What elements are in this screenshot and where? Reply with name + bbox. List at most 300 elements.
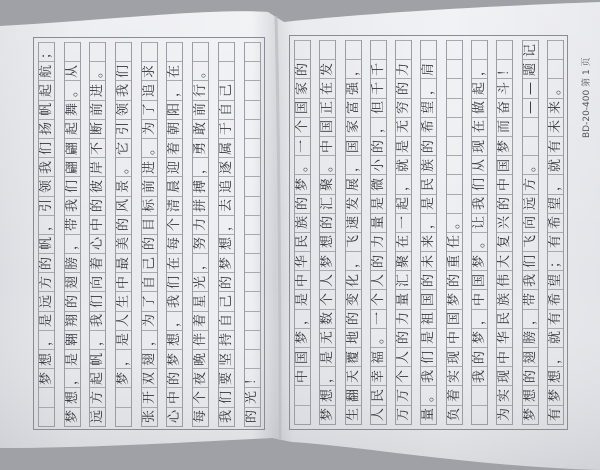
handwritten-char: ， — [345, 254, 361, 268]
handwritten-char: ， — [39, 218, 54, 232]
grid-cell — [523, 270, 538, 289]
grid-cell — [245, 176, 260, 195]
grid-cell — [497, 309, 512, 328]
grid-cell — [39, 80, 54, 99]
grid-cell — [167, 311, 182, 330]
handwritten-char: 梦 — [116, 371, 132, 385]
grid-cell — [421, 385, 436, 404]
handwritten-char: 力 — [370, 235, 386, 249]
handwritten-char: 中 — [295, 369, 310, 383]
handwritten-char: 题 — [522, 62, 538, 76]
handwritten-char: 翱 — [64, 333, 80, 347]
handwritten-char: 万 — [396, 408, 412, 422]
handwritten-char: 做 — [472, 101, 488, 115]
grid-cell — [371, 289, 386, 308]
handwritten-char: 。 — [116, 160, 132, 174]
grid-cell — [396, 174, 411, 193]
handwritten-char: 国 — [497, 158, 513, 172]
handwritten-char: 远 — [522, 197, 538, 211]
handwritten-char: ， — [90, 333, 106, 347]
grid-cell — [219, 253, 234, 272]
handwritten-char: 了 — [141, 103, 157, 117]
grid-cell — [142, 407, 157, 426]
grid-cell — [245, 138, 260, 157]
handwritten-char: ； — [39, 45, 54, 59]
grid-cell — [346, 40, 361, 59]
grid-cell — [193, 311, 208, 330]
handwritten-char: 为 — [141, 122, 157, 136]
grid-cell — [371, 174, 386, 193]
grid-cell — [295, 213, 310, 232]
handwritten-char: 每 — [167, 237, 183, 251]
grid-cell — [219, 349, 234, 368]
handwritten-char: 民 — [370, 388, 386, 402]
handwritten-char: 人 — [396, 350, 412, 364]
handwritten-char: 复 — [497, 235, 513, 249]
grid-cell — [193, 234, 208, 253]
handwritten-char: 福 — [370, 350, 386, 364]
text-line — [446, 40, 463, 425]
grid-cell — [396, 40, 411, 59]
handwritten-char: ， — [472, 312, 488, 326]
grid-cell — [320, 328, 335, 347]
grid-cell — [421, 289, 436, 308]
handwritten-char: 向 — [522, 216, 538, 230]
handwritten-char: 量 — [370, 216, 386, 230]
handwritten-char: 个 — [370, 293, 386, 307]
grid-cell — [39, 387, 54, 406]
handwritten-char: 己 — [218, 295, 234, 309]
handwritten-char: 们 — [90, 295, 106, 309]
grid-cell — [497, 405, 512, 424]
handwritten-char: 想 — [64, 390, 80, 404]
grid-cell — [116, 272, 131, 291]
handwritten-char: 在 — [167, 64, 183, 78]
grid-cell — [245, 61, 260, 80]
grid-cell — [245, 330, 260, 349]
handwritten-char: 远 — [39, 295, 54, 309]
grid-cell — [371, 40, 386, 59]
handwritten-char: 伟 — [497, 273, 513, 287]
grid-cell — [371, 78, 386, 97]
handwritten-char: 强 — [345, 81, 361, 95]
grid-cell — [219, 196, 234, 215]
grid-cell — [39, 138, 54, 157]
grid-cell — [167, 176, 182, 195]
grid-cell — [167, 253, 182, 272]
handwritten-char: 大 — [497, 254, 513, 268]
handwritten-char: 翻 — [345, 388, 361, 402]
handwritten-char: 人 — [320, 273, 336, 287]
grid-cell — [39, 272, 54, 291]
grid-cell — [167, 61, 182, 80]
grid-cell — [90, 291, 105, 310]
grid-cell — [90, 157, 105, 176]
grid-cell — [447, 309, 462, 328]
handwritten-char: ， — [472, 62, 488, 76]
grid-cell — [219, 291, 234, 310]
grid-cell — [167, 387, 182, 406]
grid-cell — [371, 251, 386, 270]
sheet-footer: BD-20-400 第 1 页 — [582, 57, 592, 138]
handwritten-char: 个 — [167, 218, 183, 232]
grid-cell — [90, 407, 105, 426]
handwritten-char: 的 — [320, 216, 336, 230]
grid-cell — [320, 232, 335, 251]
grid-cell — [65, 176, 80, 195]
handwritten-char: 翅 — [522, 350, 538, 364]
handwritten-char: 的 — [446, 273, 462, 287]
handwritten-char: ， — [421, 81, 437, 95]
handwritten-char: 现 — [446, 350, 462, 364]
handwritten-char: 中 — [320, 139, 336, 153]
grid-cell — [142, 80, 157, 99]
grid-cell — [90, 80, 105, 99]
handwritten-char: 带 — [522, 293, 538, 307]
grid-cell — [65, 119, 80, 138]
grid-cell — [421, 155, 436, 174]
handwritten-char: 是 — [39, 314, 54, 328]
handwritten-char: ， — [167, 83, 183, 97]
handwritten-char: 起 — [472, 81, 488, 95]
handwritten-char: 实 — [497, 388, 513, 402]
handwritten-char: 斗 — [497, 81, 513, 95]
handwritten-char: 扬 — [39, 122, 54, 136]
grid-cell — [142, 368, 157, 387]
handwritten-char: 。 — [522, 158, 538, 172]
grid-cell — [447, 98, 462, 117]
grid-cell — [472, 405, 487, 424]
grid-cell — [193, 387, 208, 406]
text-line — [547, 40, 564, 425]
handwritten-char: 我 — [472, 197, 488, 211]
handwritten-char: 民 — [295, 235, 310, 249]
handwritten-char: 无 — [320, 331, 336, 345]
text-line — [192, 42, 209, 427]
grid-cell — [245, 215, 260, 234]
handwritten-char: 华 — [497, 331, 513, 345]
grid-cell — [167, 119, 182, 138]
handwritten-char: 化 — [345, 273, 361, 287]
grid-cell — [346, 213, 361, 232]
grid-cell — [396, 328, 411, 347]
grid-cell — [320, 59, 335, 78]
grid-cell — [167, 234, 182, 253]
grid-cell — [447, 155, 462, 174]
handwritten-char: 我 — [472, 369, 488, 383]
grid-cell — [523, 136, 538, 155]
grid-cell — [320, 405, 335, 424]
handwritten-char: 的 — [295, 62, 310, 76]
handwritten-char: 风 — [116, 199, 132, 213]
grid-cell — [193, 196, 208, 215]
handwritten-char: 数 — [320, 312, 336, 326]
grid-cell — [90, 100, 105, 119]
handwritten-char: 朝 — [167, 122, 183, 136]
handwritten-char: 人 — [370, 408, 386, 422]
grid-cell — [472, 347, 487, 366]
grid-cell — [90, 138, 105, 157]
grid-cell — [396, 405, 411, 424]
grid-cell — [548, 78, 563, 97]
handwritten-char: 起 — [39, 83, 54, 97]
handwritten-char: ！ — [244, 371, 260, 385]
handwritten-char: 去 — [218, 199, 234, 213]
grid-cell — [523, 194, 538, 213]
grid-cell — [320, 270, 335, 289]
handwritten-char: 个 — [396, 369, 412, 383]
handwritten-char: 华 — [295, 254, 310, 268]
grid-cell — [295, 251, 310, 270]
grid-cell — [142, 234, 157, 253]
grid-cell — [396, 59, 411, 78]
grid-cell — [396, 270, 411, 289]
grid-cell — [371, 270, 386, 289]
handwritten-char: 拼 — [193, 199, 209, 213]
grid-cell — [116, 253, 131, 272]
grid-cell — [65, 80, 80, 99]
handwritten-char: 航 — [39, 64, 54, 78]
grid-cell — [65, 100, 80, 119]
handwritten-char: 展 — [345, 177, 361, 191]
grid-cell — [346, 98, 361, 117]
handwritten-char: 梦 — [522, 408, 538, 422]
grid-cell — [295, 328, 310, 347]
handwritten-char: 着 — [90, 256, 106, 270]
handwritten-char: 翅 — [141, 352, 157, 366]
grid-cell — [320, 155, 335, 174]
grid-cell — [548, 174, 563, 193]
handwritten-char: 星 — [193, 295, 209, 309]
handwritten-char: 翩 — [64, 160, 80, 174]
grid-cell — [548, 385, 563, 404]
grid-cell — [245, 80, 260, 99]
handwritten-char: 祖 — [421, 312, 437, 326]
grid-cell — [167, 330, 182, 349]
handwritten-char: 断 — [90, 122, 106, 136]
grid-cell — [320, 347, 335, 366]
grid-cell — [472, 232, 487, 251]
handwritten-char: 行 — [193, 83, 209, 97]
grid-cell — [320, 98, 335, 117]
handwritten-char: 国 — [472, 273, 488, 287]
grid-cell — [142, 100, 157, 119]
grid-cell — [193, 176, 208, 195]
grid-cell — [523, 98, 538, 117]
grid-cell — [548, 289, 563, 308]
handwritten-char: 美 — [116, 237, 132, 251]
handwritten-char: 努 — [193, 237, 209, 251]
grid-cell — [523, 309, 538, 328]
handwritten-char: 搏 — [193, 179, 209, 193]
handwritten-char: 量 — [421, 408, 437, 422]
handwritten-char: 梦 — [320, 254, 336, 268]
grid-cell — [320, 289, 335, 308]
handwritten-char: 方 — [39, 275, 54, 289]
handwritten-char: 有 — [547, 312, 563, 326]
grid-cell — [193, 100, 208, 119]
grid-cell — [396, 251, 411, 270]
grid-cell — [472, 98, 487, 117]
grid-cell — [497, 136, 512, 155]
handwritten-char: 天 — [345, 369, 361, 383]
grid-cell — [90, 176, 105, 195]
handwritten-char: 。 — [141, 141, 157, 155]
grid-cell — [116, 42, 131, 61]
handwritten-char: 是 — [116, 333, 132, 347]
grid-cell — [245, 311, 260, 330]
handwritten-char: 希 — [421, 120, 437, 134]
grid-cell — [167, 349, 182, 368]
grid-cell — [295, 347, 310, 366]
handwritten-char: 中 — [446, 331, 462, 345]
handwritten-char: 想 — [39, 352, 54, 366]
handwritten-char: 的 — [295, 197, 310, 211]
grid-cell — [142, 330, 157, 349]
grid-cell — [523, 40, 538, 59]
grid-cell — [90, 253, 105, 272]
grid-cell — [320, 213, 335, 232]
handwritten-char: 汇 — [320, 197, 336, 211]
handwritten-char: 的 — [497, 197, 513, 211]
handwritten-char: 来 — [421, 235, 437, 249]
grid-cell — [472, 385, 487, 404]
handwritten-char: 敢 — [193, 122, 209, 136]
grid-cell — [320, 366, 335, 385]
handwritten-char: 们 — [167, 275, 183, 289]
text-line — [115, 42, 132, 427]
grid-cell — [447, 40, 462, 59]
grid-cell — [396, 78, 411, 97]
handwritten-char: 。 — [90, 64, 106, 78]
grid-cell — [90, 42, 105, 61]
handwritten-char: 的 — [472, 350, 488, 364]
grid-cell — [245, 291, 260, 310]
handwritten-char: 追 — [218, 179, 234, 193]
handwritten-char: 正 — [320, 101, 336, 115]
grid-cell — [142, 138, 157, 157]
handwritten-char: 。 — [193, 64, 209, 78]
handwritten-char: — — [522, 81, 538, 95]
text-line — [166, 42, 183, 427]
handwritten-char: 方 — [522, 177, 538, 191]
handwritten-char: 我 — [218, 410, 234, 424]
handwritten-char: 个 — [295, 120, 310, 134]
grid-cell — [245, 196, 260, 215]
handwritten-char: 中 — [472, 293, 488, 307]
grid-cell — [193, 42, 208, 61]
grid-cell — [116, 138, 131, 157]
handwritten-char: 。 — [547, 81, 563, 95]
grid-cell — [497, 347, 512, 366]
handwritten-char: 伴 — [193, 333, 209, 347]
grid-cell — [472, 136, 487, 155]
handwritten-char: 。 — [472, 235, 488, 249]
handwritten-char: 发 — [320, 62, 336, 76]
grid-cell — [90, 196, 105, 215]
grid-cell — [472, 213, 487, 232]
grid-cell — [193, 407, 208, 426]
grid-cell — [497, 78, 512, 97]
handwritten-char: 彼 — [90, 179, 106, 193]
grid-cell — [142, 61, 157, 80]
grid-cell — [472, 117, 487, 136]
handwritten-char: 梦 — [472, 331, 488, 345]
handwritten-char: 就 — [547, 158, 563, 172]
handwritten-char: ， — [396, 177, 412, 191]
grid-cell — [219, 61, 234, 80]
grid-cell — [39, 196, 54, 215]
handwritten-char: 要 — [218, 371, 234, 385]
grid-cell — [346, 59, 361, 78]
handwritten-char: 飞 — [522, 235, 538, 249]
grid-cell — [65, 42, 80, 61]
grid-cell — [295, 385, 310, 404]
handwritten-char: 们 — [39, 141, 54, 155]
handwritten-char: 国 — [446, 312, 462, 326]
grid-cell — [447, 347, 462, 366]
handwritten-char: 在 — [320, 81, 336, 95]
grid-cell — [39, 291, 54, 310]
grid-cell — [219, 272, 234, 291]
grid-cell — [295, 232, 310, 251]
grid-cell — [245, 349, 260, 368]
handwritten-char: 汇 — [396, 273, 412, 287]
grid-cell — [371, 155, 386, 174]
grid-cell — [245, 100, 260, 119]
handwritten-char: 一 — [370, 312, 386, 326]
grid-cell — [346, 155, 361, 174]
grid-cell — [39, 368, 54, 387]
handwritten-char: ， — [193, 160, 209, 174]
grid-cell — [116, 80, 131, 99]
grid-cell — [90, 61, 105, 80]
handwritten-char: ， — [295, 312, 310, 326]
grid-cell — [295, 405, 310, 424]
grid-cell — [116, 387, 131, 406]
handwritten-char: 是 — [396, 139, 412, 153]
grid-cell — [193, 253, 208, 272]
handwritten-char: 的 — [218, 275, 234, 289]
grid-cell — [295, 194, 310, 213]
handwritten-char: 迎 — [167, 160, 183, 174]
grid-cell — [371, 136, 386, 155]
grid-cell — [39, 407, 54, 426]
handwritten-char: 自 — [218, 103, 234, 117]
handwritten-char: 。 — [446, 216, 462, 230]
grid-cell — [346, 289, 361, 308]
handwritten-char: 有 — [547, 408, 563, 422]
handwritten-char: 我 — [522, 273, 538, 287]
handwritten-char: 想 — [320, 235, 336, 249]
handwritten-char: 现 — [472, 139, 488, 153]
handwritten-char: 未 — [547, 120, 563, 134]
handwritten-char: 引 — [39, 199, 54, 213]
handwritten-char: 于 — [218, 122, 234, 136]
grid-cell — [548, 347, 563, 366]
handwritten-char: 梦 — [320, 408, 336, 422]
handwritten-char: 想 — [320, 388, 336, 402]
grid-cell — [39, 215, 54, 234]
text-line — [64, 42, 81, 427]
grid-cell — [116, 119, 131, 138]
grid-cell — [65, 291, 80, 310]
grid-cell — [472, 78, 487, 97]
grid-cell — [65, 157, 80, 176]
grid-cell — [396, 347, 411, 366]
handwritten-char: 。 — [320, 158, 336, 172]
grid-cell — [245, 368, 260, 387]
